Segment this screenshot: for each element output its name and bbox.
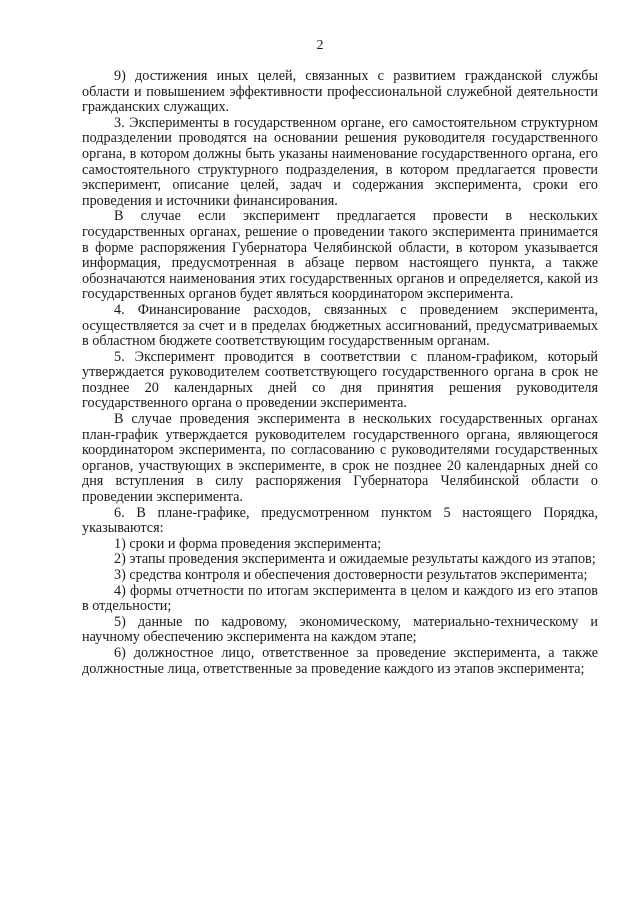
list-item-4: 4) формы отчетности по итогам эксперимента в целом и каждого из его этапов в отдельности;: [82, 582, 598, 615]
list-item-5: 5) данные по кадровому, экономическому, материально-техническому и научному обеспечению эксперимента на каждом этапе;: [82, 613, 598, 646]
list-item-2: 2) этапы проведения эксперимента и ожидаемые результаты каждого из этапов;: [114, 551, 596, 568]
list-item-1: 1) сроки и форма проведения эксперимента;: [114, 535, 382, 552]
paragraph-clause-3: 3. Эксперименты в государственном органе, его самостоятельном структурном подразделении проводятся на основании решения руководителя государственного органа, в котором должны быть указаны наименование государственного органа, его самостоятельного структурного подразделения, в котором предлагается провести эксперимент, описание целей, задач и содержания эксперимента, сроки его проведения и источники финансирования.: [82, 114, 598, 209]
paragraph-clause-5-multiple-organs: В случае проведения эксперимента в нескольких государственных органах план-график утверждается руководителем государственного органа, являющегося координатором эксперимента, по согласованию с руководителями государственных органов, участвующих в эксперименте, в срок не позднее 20 календарных дней со дня вступления в силу распоряжения Губернатора Челябинской области о проведении эксперимента.: [82, 411, 598, 506]
paragraph-clause-4: 4. Финансирование расходов, связанных с проведением эксперимента, осуществляется за счет и в пределах бюджетных ассигнований, предусматриваемых в областном бюджете соответствующим государственным органам.: [82, 301, 598, 350]
page-number: 2: [316, 38, 324, 53]
document-body: [82, 69, 598, 677]
paragraph-clause-3-multiple-organs: В случае если эксперимент предлагается провести в нескольких государственных органах, решение о проведении такого эксперимента принимается в форме распоряжения Губернатора Челябинской области, в котором указывается информация, предусмотренная в абзаце первом настоящего пункта, а также обозначаются наименования этих государственных органов и определяется, какой из государственных органов будет являться координатором эксперимента.: [82, 208, 598, 303]
paragraph-clause-6: 6. В плане-графике, предусмотренном пунктом 5 настоящего Порядка, указываются:: [82, 504, 598, 537]
paragraph-clause-5: 5. Эксперимент проводится в соответствии с планом-графиком, который утверждается руководителем соответствующего государственного органа в срок не позднее 20 календарных дней со дня принятия решения руководителя государственного органа о проведении эксперимента.: [82, 348, 598, 412]
paragraph-item-9: 9) достижения иных целей, связанных с развитием гражданской службы области и повышением эффективности профессиональной служебной деятельности гражданских служащих.: [82, 68, 598, 116]
list-item-3: 3) средства контроля и обеспечения достоверности результатов эксперимента;: [114, 567, 588, 583]
list-item-6: 6) должностное лицо, ответственное за проведение эксперимента, а также должностные лица, ответственные за проведение каждого из этапов эксперимента;: [82, 644, 598, 677]
